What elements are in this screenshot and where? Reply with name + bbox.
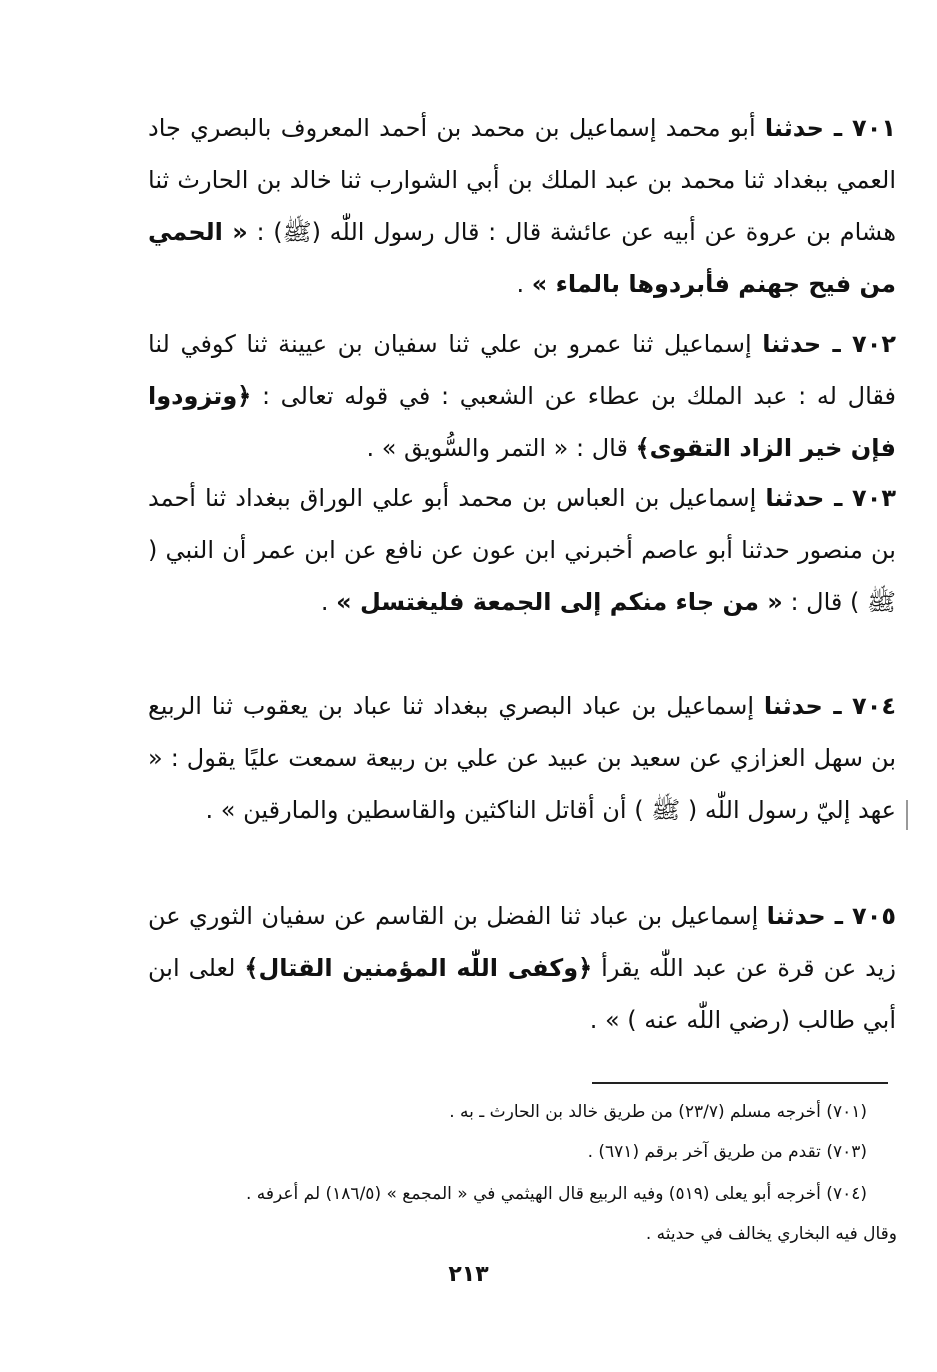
hadith-text: إسماعيل بن العباس بن محمد أبو علي الوراق ببغداد ثنا أحمد بن منصور حدثنا أبو عاصم أخبرني ابن عون عن نافع عن ابن عمر أن النبي ( ﷺ ) قال : (148, 484, 896, 616)
hadith-702 (148, 318, 896, 474)
hadith-tail: . (320, 588, 337, 616)
footnote-703: (٧٠٣) تقدم من طريق آخر برقم (٦٧١) . (587, 1142, 867, 1162)
hadith-number: ٧٠٣ ـ حدثنا (765, 484, 896, 512)
footnote-704-cont: وقال فيه البخاري يخالف في حديثه . (645, 1224, 897, 1244)
hadith-number: ٧٠٤ ـ حدثنا (763, 692, 896, 720)
hadith-705 (148, 890, 896, 1046)
margin-mark (906, 800, 908, 830)
hadith-number: ٧٠٥ ـ حدثنا (766, 902, 896, 930)
hadith-tail: . (516, 270, 532, 298)
hadith-quote: ﴿وكفى اللّٰه المؤمنين القتال﴾ (244, 954, 593, 982)
footnote-separator (592, 1082, 888, 1084)
footnote-701: (٧٠١) أخرجه مسلم (٢٣/٧) من طريق خالد بن الحارث ـ به . (449, 1102, 867, 1122)
hadith-quote: « الحمي من فيح جهنم فأبردوها بالماء » (148, 218, 896, 298)
hadith-text: إسماعيل ثنا عمرو بن علي ثنا سفيان بن عيينة ثنا كوفي لنا فقال له : عبد الملك بن عطاء عن الشعبي : في قوله تعالى : (148, 330, 896, 410)
hadith-704 (148, 680, 896, 836)
hadith-quote: « من جاء منكم إلى الجمعة فليغتسل » (336, 588, 783, 616)
hadith-text: إسماعيل بن عباد ثنا الفضل بن القاسم عن سفيان الثوري عن زيد عن قرة عن عبد اللّٰه يقرأ (148, 902, 896, 982)
hadith-701 (148, 102, 896, 310)
footnote-704: (٧٠٤) أخرجه أبو يعلى (٥١٩) وفيه الربيع قال الهيثمي في « المجمع » (١٨٦/٥) لم أعرفه . (245, 1184, 867, 1204)
hadith-text: إسماعيل بن عباد البصري ببغداد ثنا عباد بن يعقوب ثنا الربيع بن سهل العزازي عن سعيد بن عبيد عن علي بن ربيعة سمعت عليًا يقول : « عهد إليّ رسول اللّٰه ( ﷺ ) أن أقاتل الناكثين والقاسطين والمارقين » . (148, 692, 896, 824)
hadith-number: ٧٠١ ـ حدثنا (764, 114, 896, 142)
hadith-tail: قال : « التمر والسُّويق » . (366, 434, 636, 462)
hadith-text: أبو محمد إسماعيل بن محمد بن أحمد المعروف بالبصري جاد العمي ببغداد ثنا محمد بن عبد الملك بن أبي الشوارب ثنا خالد بن الحارث ثنا هشام بن عروة عن أبيه عن عائشة قال : قال رسول اللّٰه (ﷺ) : (148, 114, 896, 246)
hadith-703 (148, 472, 896, 628)
page-number: ٢١٣ (448, 1262, 489, 1287)
hadith-number: ٧٠٢ ـ حدثنا (762, 330, 896, 358)
hadith-tail: لعلى ابن أبي طالب (رضي اللّٰه عنه ) » . (148, 954, 896, 1034)
hadith-quote: ﴿وتزودوا فإن خير الزاد التقوى﴾ (148, 382, 896, 462)
